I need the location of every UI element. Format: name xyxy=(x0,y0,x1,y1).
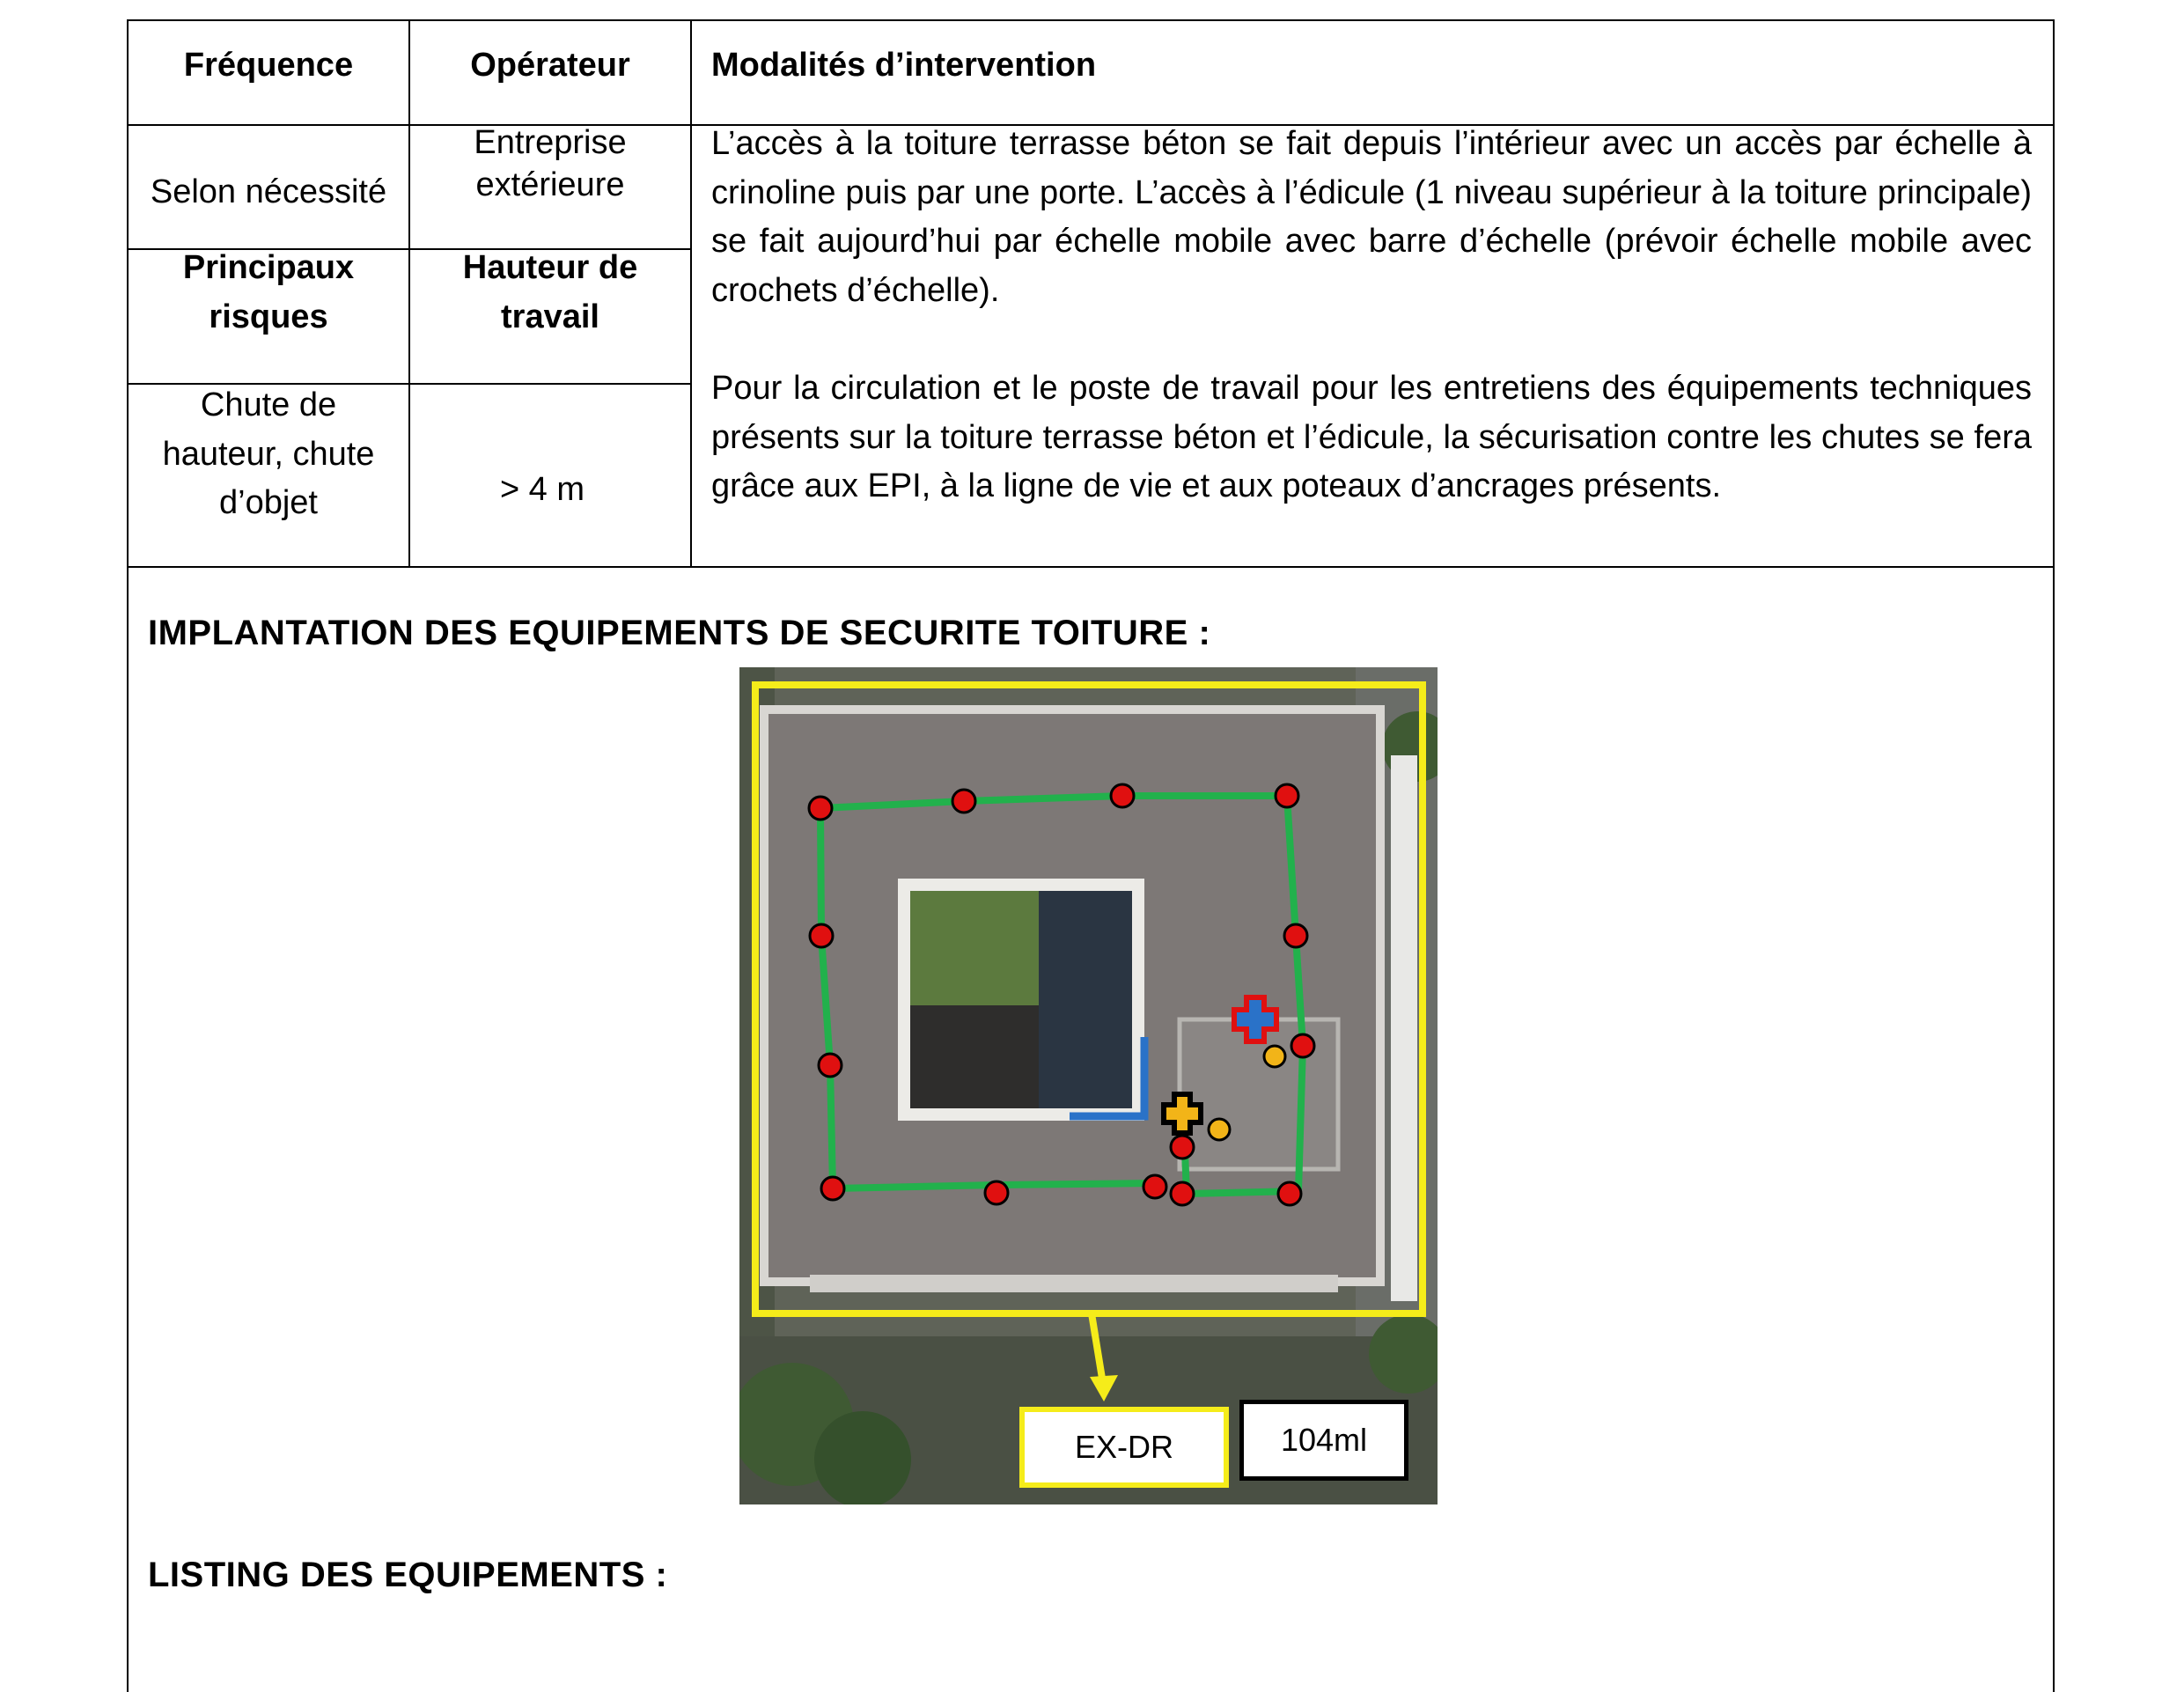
height-header-line2: travail xyxy=(501,298,599,335)
red-anchor-point xyxy=(809,797,832,820)
modalities-text xyxy=(711,120,2032,511)
height-value: > 4 m xyxy=(499,471,585,508)
red-anchor-point xyxy=(1111,784,1134,807)
risks-value-line2: hauteur, chute xyxy=(162,436,375,473)
courtyard-garden xyxy=(910,891,1042,1005)
red-anchor-point xyxy=(819,1054,842,1077)
risks-header-line2: risques xyxy=(209,298,328,335)
frequency-value: Selon nécessité xyxy=(150,173,387,210)
rule-table-bottom xyxy=(127,566,2055,568)
listing-title: LISTING DES EQUIPEMENTS : xyxy=(148,1556,668,1594)
glass-wall xyxy=(1039,891,1132,1108)
risks-header-line1: Principaux xyxy=(182,249,355,286)
operator-value-line1: Entreprise xyxy=(474,124,627,161)
front-ledge xyxy=(810,1275,1338,1292)
modalities-paragraph-1: L’accès à la toiture terrasse béton se fait depuis l’intérieur avec un accès par échelle à crinoline puis par une porte. L’accès à l’édicule (1 niveau supérieur à la toiture principale) se fait aujourd’hui par échelle mobile avec barre d’échelle (prévoir échelle mobile avec crochets d’échelle). xyxy=(711,125,2032,309)
red-anchor-point xyxy=(1171,1182,1194,1205)
roof-map-svg xyxy=(739,667,1438,1504)
red-anchor-point xyxy=(1278,1182,1301,1205)
risks-value-line1: Chute de xyxy=(200,386,337,423)
height-header-line1: Hauteur de xyxy=(462,249,638,286)
label-code-box xyxy=(1019,1407,1229,1488)
red-anchor-point xyxy=(821,1177,844,1200)
implantation-title: IMPLANTATION DES EQUIPEMENTS DE SECURITE TOITURE : xyxy=(148,614,1211,652)
red-anchor-point xyxy=(1284,924,1307,947)
label-length: 104ml xyxy=(1280,1422,1368,1458)
red-anchor-point xyxy=(1291,1034,1314,1057)
red-anchor-point xyxy=(1276,784,1298,807)
operator-value-line2: extérieure xyxy=(475,166,625,203)
red-anchor-point xyxy=(810,924,833,947)
orange-anchor-point xyxy=(1264,1046,1285,1067)
risks-value-line3: d’objet xyxy=(219,484,318,521)
label-length-box xyxy=(1239,1400,1408,1481)
red-anchor-point xyxy=(1143,1175,1166,1198)
red-anchor-point xyxy=(985,1181,1008,1204)
header-frequency: Fréquence xyxy=(183,47,354,84)
red-anchor-point xyxy=(1171,1136,1194,1159)
roof-aerial-map xyxy=(739,667,1438,1504)
red-anchor-point xyxy=(952,790,975,813)
tree xyxy=(814,1411,911,1504)
side-wall xyxy=(1391,755,1417,1301)
label-code: EX-DR xyxy=(1074,1429,1173,1465)
orange-anchor-point xyxy=(1209,1119,1230,1140)
rule-col2 xyxy=(690,19,692,567)
modalities-paragraph-2: Pour la circulation et le poste de travail pour les entretiens des équipements techniques présents sur la toiture terrasse béton et l’édicule, la sécurisation contre les chutes se fera grâce aux EPI, à la ligne de vie et aux poteaux d’ancrages présents. xyxy=(711,370,2032,504)
header-operator: Opérateur xyxy=(470,47,630,84)
header-modalities: Modalités d’intervention xyxy=(711,47,1097,84)
